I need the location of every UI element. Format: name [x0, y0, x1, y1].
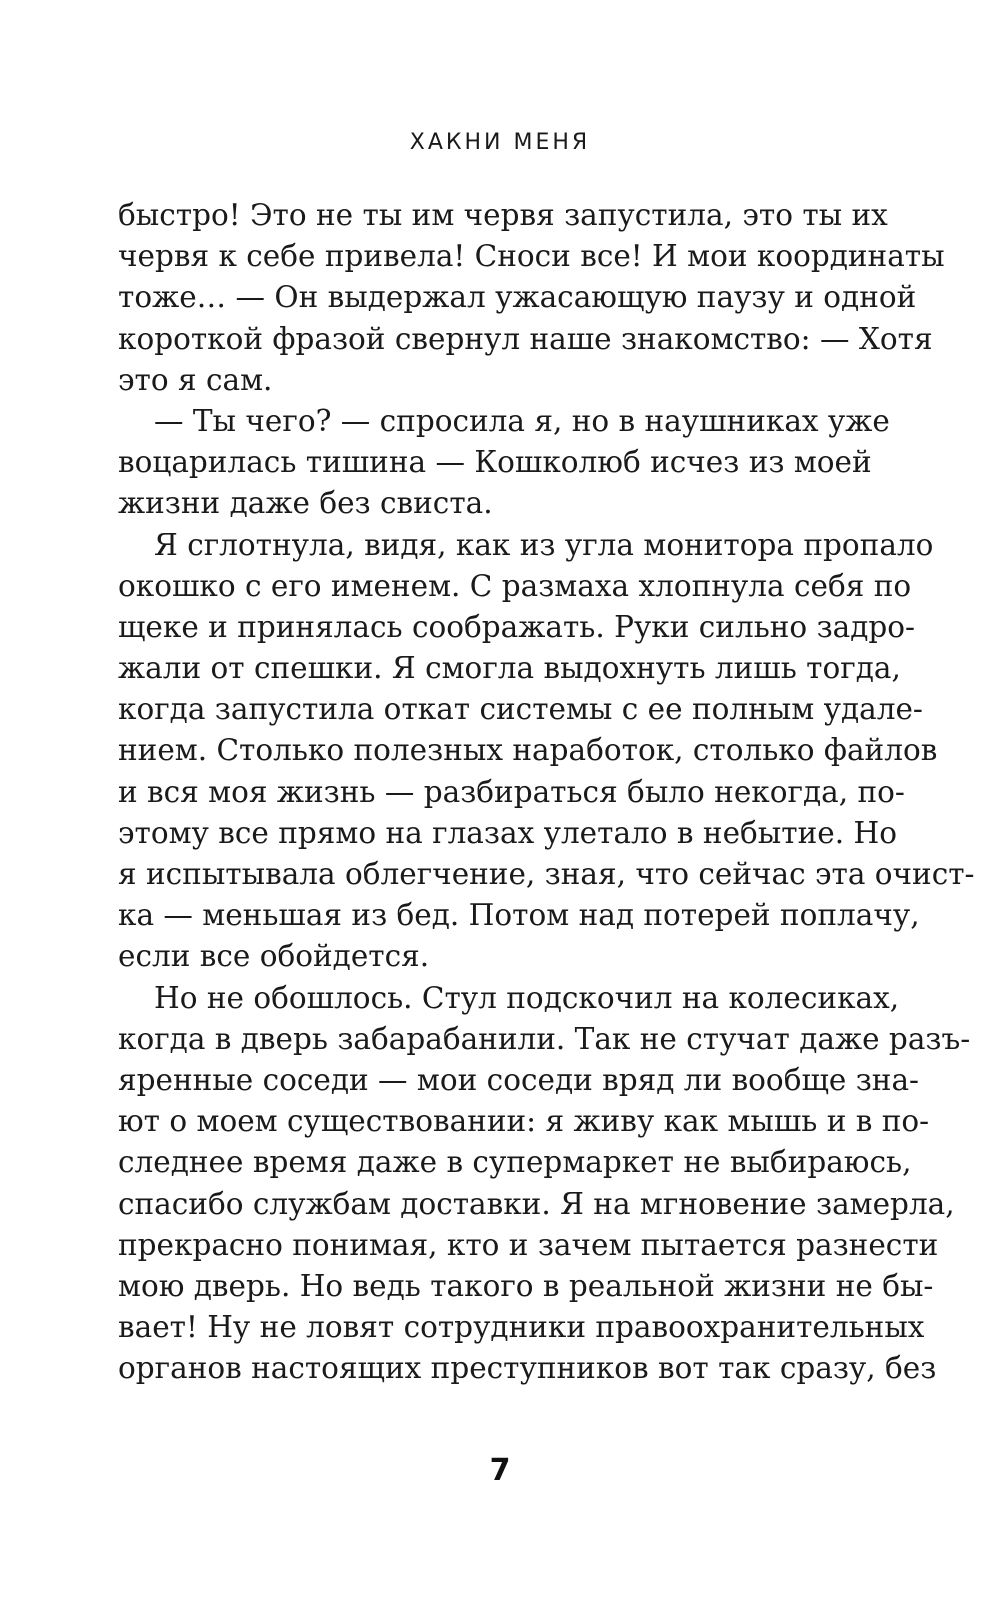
text-line: жизни даже без свиста. — [118, 486, 493, 521]
text-line: яренные соседи — мои соседи вряд ли вообще зна- — [118, 1062, 920, 1097]
text-line: это я сам. — [118, 362, 273, 397]
text-line: спасибо службам доставки. Я на мгновение замерла, — [118, 1186, 955, 1221]
text-line: быстро! Это не ты им червя запустила, это ты их — [118, 198, 888, 232]
page-number: 7 — [489, 1453, 511, 1488]
running-title: ХАКНИ МЕНЯ — [409, 130, 591, 155]
text-line: я испытывала облегчение, зная, что сейчас эта очист- — [118, 857, 975, 891]
text-line: вает! Ну не ловят сотрудники правоохранительных — [118, 1310, 925, 1345]
text-line: воцарилась тишина — Кошколюб исчез из моей — [118, 445, 872, 480]
text-line: тоже… — Он выдержал ужасающую паузу и одной — [118, 280, 917, 315]
text-line: червя к себе привела! Сноси все! И мои координаты — [118, 239, 945, 274]
text-line: если все обойдется. — [118, 939, 430, 974]
text-line: следнее время даже в супермаркет не выбираюсь, — [118, 1145, 912, 1180]
text-line: окошко с его именем. С размаха хлопнула себя по — [118, 568, 912, 603]
body-text — [118, 195, 975, 1389]
text-line: нием. Столько полезных наработок, столько файлов — [118, 733, 938, 768]
text-line: когда запустила откат системы с ее полным удале- — [118, 692, 923, 727]
text-line: ют о моем существовании: я живу как мышь и в по- — [118, 1104, 930, 1139]
text-line: ка — меньшая из бед. Потом над потерей поплачу, — [118, 898, 920, 933]
text-line: щеке и принялась соображать. Руки сильно задро- — [118, 609, 916, 644]
text-line: Я сглотнула, видя, как из угла монитора пропало — [154, 527, 934, 562]
text-line: жали от спешки. Я смогла выдохнуть лишь тогда, — [118, 651, 901, 686]
text-line: когда в дверь забарабанили. Так не стучат даже разъ- — [118, 1021, 971, 1056]
text-line: Но не обошлось. Стул подскочил на колесиках, — [154, 980, 900, 1015]
text-line: — Ты чего? — спросила я, но в наушниках уже — [154, 403, 890, 438]
text-line: этому все прямо на глазах улетало в небытие. Но — [118, 815, 897, 850]
text-line: мою дверь. Но ведь такого в реальной жизни не бы- — [118, 1268, 934, 1303]
text-line: и вся моя жизнь — разбираться было некогда, по- — [118, 774, 905, 809]
text-line: прекрасно понимая, кто и зачем пытается разнести — [118, 1227, 939, 1262]
text-line: короткой фразой свернул наше знакомство: — Хотя — [118, 321, 933, 356]
text-line: органов настоящих преступников вот так сразу, без — [118, 1351, 937, 1386]
